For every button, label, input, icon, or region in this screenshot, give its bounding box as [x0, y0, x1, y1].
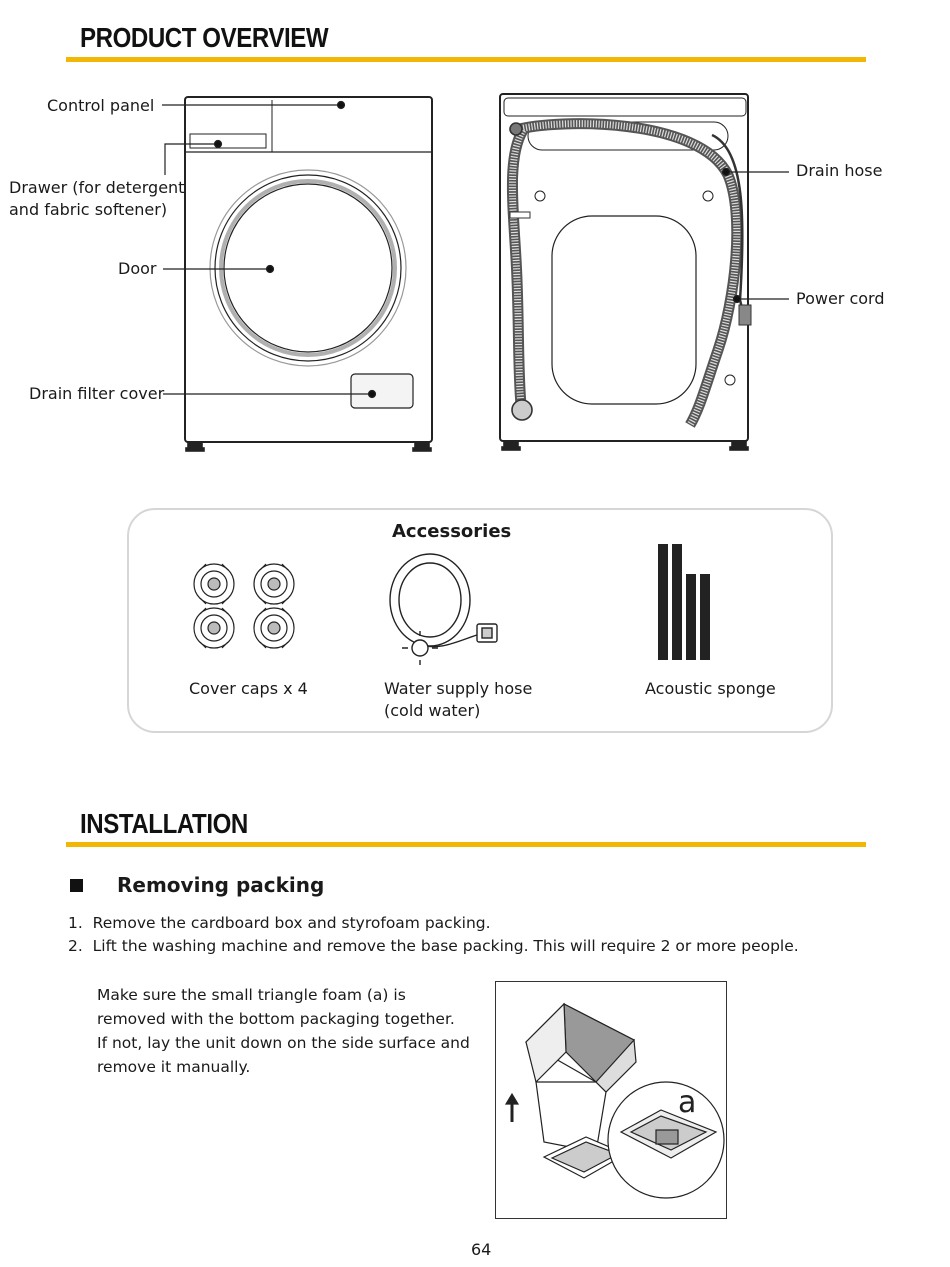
subheading-removing-packing: Removing packing	[117, 873, 325, 897]
cover-caps-illustration	[194, 564, 294, 648]
accessories-illustrations	[180, 540, 720, 670]
note-paragraph: Make sure the small triangle foam (a) is removed with the bottom packaging together. If not, lay the unit down on the side surface and remove it manually.	[97, 986, 470, 1076]
step-item	[68, 914, 491, 932]
acoustic-sponge-illustration	[658, 544, 710, 660]
washer-front-illustration	[185, 97, 432, 451]
step-number: 2.	[68, 937, 83, 955]
accessory-label-water-hose: Water supply hose (cold water)	[384, 679, 533, 720]
label-door: Door	[118, 259, 157, 278]
packing-illustration	[496, 982, 725, 1217]
accessory-label-cover-caps: Cover caps x 4	[189, 679, 308, 698]
section-rule	[66, 57, 866, 62]
label-drawer-line2: and fabric softener)	[9, 200, 168, 219]
washer-back-illustration	[500, 94, 751, 450]
water-hose-illustration	[390, 554, 497, 665]
accessory-label-acoustic-sponge: Acoustic sponge	[645, 679, 776, 698]
section-title-overview: PRODUCT OVERVIEW	[80, 22, 329, 53]
label-control-panel: Control panel	[47, 96, 155, 115]
label-drain-filter: Drain filter cover	[29, 384, 165, 403]
bullet-square-icon	[70, 879, 83, 892]
accessories-title: Accessories	[392, 521, 512, 542]
figure-label-a: a	[678, 1085, 697, 1120]
label-drain-hose: Drain hose	[796, 161, 883, 180]
step-item	[68, 937, 799, 955]
label-power-cord: Power cord	[796, 289, 885, 308]
label-drawer-line1: Drawer (for detergent	[9, 178, 185, 197]
washer-diagram	[0, 80, 950, 460]
step-number: 1.	[68, 914, 83, 932]
page-number: 64	[471, 1240, 492, 1259]
front-leader-lines	[162, 102, 376, 398]
packing-figure	[495, 981, 727, 1219]
section-title-installation: INSTALLATION	[80, 808, 248, 839]
section-rule	[66, 842, 866, 847]
step-text: Lift the washing machine and remove the base packing. This will require 2 or more people.	[92, 937, 799, 955]
step-text: Remove the cardboard box and styrofoam packing.	[92, 914, 491, 932]
